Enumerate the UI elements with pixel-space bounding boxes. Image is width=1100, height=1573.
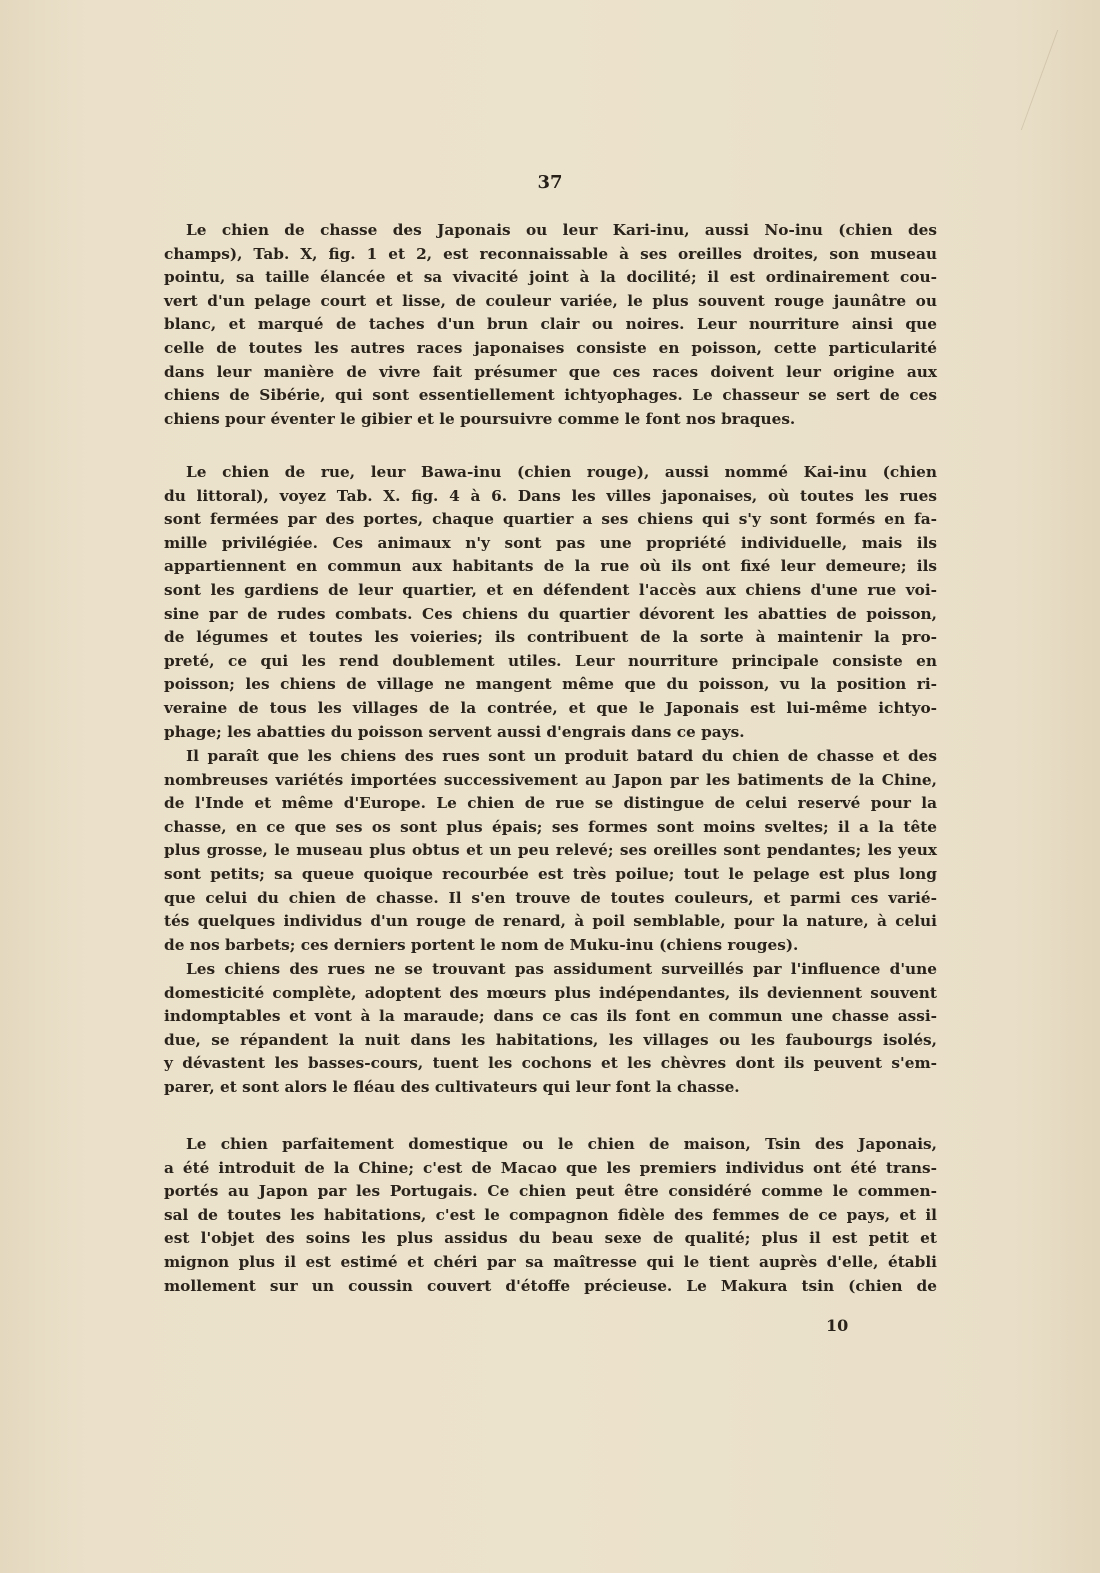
text-line: dans leur manière de vivre fait présumer que ces races doivent leur origine aux [164, 362, 937, 381]
text-line: poisson; les chiens de village ne mangent même que du poisson, vu la position ri- [164, 675, 937, 694]
text-line: du littoral), voyez Tab. X. fig. 4 à 6. Dans les villes japonaises, où toutes les rues [164, 486, 937, 505]
text-line: que celui du chien de chasse. Il s'en trouve de toutes couleurs, et parmi ces varié- [164, 888, 937, 907]
text-line: est l'objet des soins les plus assidus du beau sexe de qualité; plus il est petit et [164, 1229, 937, 1248]
text-line: a été introduit de la Chine; c'est de Macao que les premiers individus ont été trans- [164, 1158, 937, 1177]
text-line: pointu, sa taille élancée et sa vivacité joint à la docilité; il est ordinairement cou- [164, 268, 937, 287]
text-line: indomptables et vont à la maraude; dans ce cas ils font en commun une chasse assi- [164, 1007, 937, 1026]
text-line: celle de toutes les autres races japonaises consiste en poisson, cette particularité [164, 338, 937, 357]
paragraph-hunting-dog [164, 219, 937, 431]
paragraph-street-dog [164, 461, 937, 744]
paragraph-house-dog [164, 1133, 937, 1298]
text-line: Les chiens des rues ne se trouvant pas assidument surveillés par l'influence d'une [186, 960, 937, 978]
text-line: mollement sur un coussin couvert d'étoffe précieuse. Le Makura tsin (chien de [164, 1276, 937, 1295]
signature-mark: 10 [826, 1316, 849, 1335]
text-line: sont petits; sa queue quoique recourbée est très poilue; tout le pelage est plus long [164, 864, 937, 883]
text-line: preté, ce qui les rend doublement utiles. Leur nourriture principale consiste en [164, 651, 937, 670]
text-line: Le chien de rue, leur Bawa-inu (chien rouge), aussi nommé Kai-inu (chien [186, 463, 937, 481]
text-line: tés quelques individus d'un rouge de renard, à poil semblable, pour la nature, à celui [164, 912, 937, 931]
text-line: blanc, et marqué de taches d'un brun clair ou noires. Leur nourriture ainsi que [164, 315, 937, 334]
text-line: de légumes et toutes les voieries; ils contribuent de la sorte à maintenir la pro- [164, 628, 937, 647]
text-line: sal de toutes les habitations, c'est le compagnon fidèle des femmes de ce pays, et il [164, 1205, 937, 1224]
text-line: champs), Tab. X, fig. 1 et 2, est reconnaissable à ses oreilles droites, son museau [164, 244, 937, 263]
text-line: nombreuses variétés importées successivement au Japon par les batiments de la Chine, [164, 770, 937, 789]
text-line: y dévastent les basses-cours, tuent les cochons et les chèvres dont ils peuvent s'em- [164, 1054, 937, 1073]
text-line: mignon plus il est estimé et chéri par sa maîtresse qui le tient auprès d'elle, établi [164, 1252, 937, 1271]
text-line: portés au Japon par les Portugais. Ce chien peut être considéré comme le commen- [164, 1182, 937, 1201]
page-number: 37 [537, 172, 563, 193]
text-line: veraine de tous les villages de la contrée, et que le Japonais est lui-même ichtyo- [164, 698, 937, 717]
text-line: sont les gardiens de leur quartier, et en défendent l'accès aux chiens d'une rue voi- [164, 580, 937, 599]
text-line: appartiennent en commun aux habitants de la rue où ils ont fixé leur demeure; ils [164, 557, 937, 576]
text-line: Le chien de chasse des Japonais ou leur Kari-inu, aussi No-inu (chien des [186, 221, 937, 239]
paper-crease [981, 30, 1058, 130]
paragraph-stray-dogs [164, 958, 937, 1100]
text-line: chiens pour éventer le gibier et le poursuivre comme le font nos braques. [164, 409, 796, 428]
text-line: Il paraît que les chiens des rues sont un produit batard du chien de chasse et des [186, 747, 937, 765]
text-line: plus grosse, le museau plus obtus et un peu relevé; ses oreilles sont pendantes; les yeux [164, 841, 937, 860]
text-line: vert d'un pelage court et lisse, de couleur variée, le plus souvent rouge jaunâtre ou [164, 291, 937, 310]
text-line: sont fermées par des portes, chaque quartier a ses chiens qui s'y sont formés en fa- [164, 510, 937, 529]
text-line: phage; les abatties du poisson servent aussi d'engrais dans ce pays. [164, 722, 745, 741]
paragraph-hybrid-origin [164, 745, 937, 957]
text-line: Le chien parfaitement domestique ou le chien de maison, Tsin des Japonais, [186, 1135, 937, 1153]
text-line: chiens de Sibérie, qui sont essentiellement ichtyophages. Le chasseur se sert de ces [164, 386, 937, 405]
text-line: domesticité complète, adoptent des mœurs plus indépendantes, ils deviennent souvent [164, 983, 937, 1002]
text-line: parer, et sont alors le fléau des cultivateurs qui leur font la chasse. [164, 1077, 740, 1096]
text-line: chasse, en ce que ses os sont plus épais; ses formes sont moins sveltes; il a la tête [164, 817, 937, 836]
text-line: de l'Inde et même d'Europe. Le chien de rue se distingue de celui reservé pour la [164, 794, 937, 813]
text-line: mille privilégiée. Ces animaux n'y sont pas une propriété individuelle, mais ils [164, 533, 937, 552]
text-line: due, se répandent la nuit dans les habitations, les villages ou les faubourgs isolés, [164, 1030, 937, 1049]
text-line: de nos barbets; ces derniers portent le nom de Muku-inu (chiens rouges). [164, 935, 799, 954]
text-line: sine par de rudes combats. Ces chiens du quartier dévorent les abatties de poisson, [164, 604, 937, 623]
